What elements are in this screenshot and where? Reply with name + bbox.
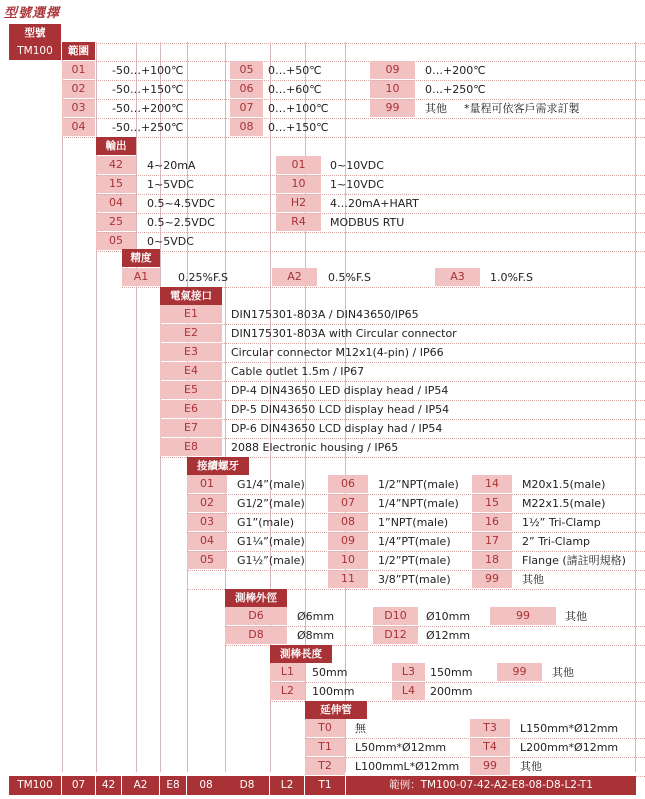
- example-code: D8: [225, 776, 269, 795]
- option-value: DP-6 DIN43650 LCD display had / IP54: [231, 422, 443, 435]
- option-value: 0.5~4.5VDC: [147, 197, 215, 210]
- option-value: 0…+50℃: [268, 64, 322, 77]
- row-divider: [62, 99, 645, 100]
- option-value: L150mm*Ø12mm: [520, 722, 619, 735]
- option-code: L4: [392, 682, 425, 700]
- option-code: T1: [305, 738, 345, 756]
- option-code: 06: [328, 475, 368, 493]
- row-divider: [187, 513, 645, 514]
- option-code: 07: [230, 99, 263, 117]
- option-code: 16: [472, 513, 512, 531]
- row-divider: [270, 682, 645, 683]
- option-value: -50…+250℃: [112, 121, 184, 134]
- option-value: L50mm*Ø12mm: [355, 741, 447, 754]
- option-value: -50…+200℃: [112, 102, 184, 115]
- option-code: 03: [62, 99, 95, 117]
- example-code: 42: [96, 776, 121, 795]
- option-code: A2: [272, 268, 317, 286]
- option-value: 1/2”NPT(male): [378, 478, 459, 491]
- column-divider: [136, 42, 137, 772]
- option-value: 2” Tri-Clamp: [522, 535, 591, 548]
- option-value: 0…+250℃: [425, 83, 486, 96]
- row-divider: [187, 532, 645, 533]
- option-code: E1: [160, 305, 222, 323]
- option-value: DIN175301-803A / DIN43650/IP65: [231, 308, 419, 321]
- option-value: 其他: [552, 666, 574, 679]
- option-code: A3: [435, 268, 480, 286]
- option-value: 0.25%F.S: [178, 271, 228, 284]
- length-header: 測棒長度: [270, 645, 332, 663]
- option-code: 02: [62, 80, 95, 98]
- option-value: G1½”(male): [237, 554, 305, 567]
- option-code: 06: [230, 80, 263, 98]
- option-code: T4: [470, 738, 510, 756]
- option-code: H2: [276, 194, 321, 212]
- option-value: Ø8mm: [297, 629, 335, 642]
- option-code: 99: [370, 99, 415, 117]
- option-code: 09: [328, 532, 368, 550]
- row-divider: [62, 80, 645, 81]
- example-code: L2: [270, 776, 304, 795]
- option-value: Cable outlet 1.5m / IP67: [231, 365, 365, 378]
- option-code: D10: [373, 607, 418, 625]
- option-code: T3: [470, 719, 510, 737]
- row-divider: [62, 118, 645, 119]
- option-value: G1¼”(male): [237, 535, 305, 548]
- page-title: 型號選擇: [4, 6, 61, 21]
- option-value: Ø6mm: [297, 610, 335, 623]
- option-value: 0.5~2.5VDC: [147, 216, 215, 229]
- option-value: -50…+100℃: [112, 64, 184, 77]
- option-value: DP-4 DIN43650 LED display head / IP54: [231, 384, 449, 397]
- option-value: M22x1.5(male): [522, 497, 606, 510]
- column-divider: [225, 42, 226, 772]
- row-divider: [96, 213, 645, 214]
- option-value: 2088 Electronic housing / IP65: [231, 441, 399, 454]
- option-code: 11: [328, 570, 368, 588]
- option-value: 其他: [425, 102, 447, 115]
- row-divider: [305, 757, 645, 758]
- option-code: E2: [160, 324, 222, 342]
- option-value: 1~5VDC: [147, 178, 194, 191]
- option-value: 1/4”PT(male): [378, 535, 451, 548]
- accuracy-header: 精度: [122, 249, 160, 267]
- option-value: 100mm: [312, 685, 355, 698]
- option-code: 10: [276, 175, 321, 193]
- option-code: 03: [187, 513, 227, 531]
- option-code: 42: [96, 156, 136, 174]
- output-header: 輸出: [96, 137, 136, 155]
- example-label: 範例：TM100-07-42-A2-E8-08-D8-L2-T1: [346, 776, 636, 795]
- option-value: 1~10VDC: [330, 178, 384, 191]
- option-code: D8: [225, 626, 287, 644]
- option-code: A1: [122, 268, 160, 286]
- option-code: L2: [270, 682, 305, 700]
- option-value: M20x1.5(male): [522, 478, 606, 491]
- option-code: 01: [276, 156, 321, 174]
- option-code: 08: [230, 118, 263, 136]
- option-code: L3: [392, 663, 425, 681]
- row-divider: [187, 551, 645, 552]
- option-code: 17: [472, 532, 512, 550]
- row-divider: [305, 738, 645, 739]
- option-code: 18: [472, 551, 512, 569]
- range-header: 範圍: [62, 42, 95, 60]
- column-divider: [635, 42, 636, 772]
- row-divider: [225, 626, 645, 627]
- option-value: L100mmL*Ø12mm: [355, 760, 460, 773]
- option-code: 25: [96, 213, 136, 231]
- option-value: 無: [355, 722, 366, 735]
- example-code: TM100: [9, 776, 61, 795]
- option-value: 1½” Tri-Clamp: [522, 516, 601, 529]
- option-value: 1.0%F.S: [490, 271, 533, 284]
- option-code: 05: [230, 61, 263, 79]
- option-value: 其他: [522, 573, 544, 586]
- option-value: 1”NPT(male): [378, 516, 449, 529]
- option-code: 05: [96, 232, 136, 250]
- option-value: Flange (請註明規格): [522, 554, 626, 567]
- model-code: TM100: [9, 42, 61, 60]
- option-value: MODBUS RTU: [330, 216, 405, 229]
- thread-header: 接續螺牙: [187, 457, 249, 475]
- option-value: 0…+150℃: [268, 121, 329, 134]
- option-value: 0~10VDC: [330, 159, 384, 172]
- option-value: -50…+150℃: [112, 83, 184, 96]
- option-code: L1: [270, 663, 305, 681]
- option-code: 15: [96, 175, 136, 193]
- option-code: 07: [328, 494, 368, 512]
- example-code: T1: [305, 776, 345, 795]
- row-divider: [96, 175, 645, 176]
- option-code: E6: [160, 400, 222, 418]
- row-divider: [9, 43, 645, 44]
- option-value: DIN175301-803A with Circular connector: [231, 327, 457, 340]
- row-divider: [96, 232, 645, 233]
- option-value: *量程可依客戶需求訂製: [464, 102, 580, 115]
- option-value: 4~20mA: [147, 159, 196, 172]
- option-code: E3: [160, 343, 222, 361]
- diameter-header: 測棒外徑: [225, 589, 287, 607]
- option-code: 04: [62, 118, 95, 136]
- example-code: 08: [187, 776, 225, 795]
- option-value: 其他: [520, 760, 542, 773]
- option-value: 0…+60℃: [268, 83, 322, 96]
- option-value: DP-5 DIN43650 LCD display head / IP54: [231, 403, 450, 416]
- option-value: Circular connector M12x1(4-pin) / IP66: [231, 346, 444, 359]
- option-code: 99: [472, 570, 512, 588]
- option-code: 09: [370, 61, 415, 79]
- connector-header: 電氣接口: [160, 287, 222, 305]
- option-code: 10: [370, 80, 415, 98]
- option-value: 4…20mA+HART: [330, 197, 419, 210]
- option-value: G1”(male): [237, 516, 295, 529]
- option-value: 200mm: [430, 685, 473, 698]
- row-divider: [187, 570, 645, 571]
- option-value: 0…+200℃: [425, 64, 486, 77]
- option-code: 08: [328, 513, 368, 531]
- option-code: 04: [96, 194, 136, 212]
- option-value: G1/2”(male): [237, 497, 305, 510]
- option-value: L200mm*Ø12mm: [520, 741, 619, 754]
- option-value: 0~5VDC: [147, 235, 194, 248]
- option-value: Ø10mm: [426, 610, 471, 623]
- option-value: 1/2”PT(male): [378, 554, 451, 567]
- example-code: 07: [62, 776, 95, 795]
- row-divider: [187, 494, 645, 495]
- option-code: 99: [490, 607, 556, 625]
- option-value: 1/4”NPT(male): [378, 497, 459, 510]
- option-code: 02: [187, 494, 227, 512]
- option-code: 99: [470, 757, 510, 775]
- option-code: T2: [305, 757, 345, 775]
- option-value: 3/8”PT(male): [378, 573, 451, 586]
- option-code: 15: [472, 494, 512, 512]
- row-divider: [96, 251, 645, 252]
- option-value: 0.5%F.S: [328, 271, 371, 284]
- option-code: 04: [187, 532, 227, 550]
- option-code: E8: [160, 438, 222, 456]
- option-code: D12: [373, 626, 418, 644]
- option-value: 150mm: [430, 666, 473, 679]
- example-code: E8: [160, 776, 186, 795]
- row-divider: [62, 137, 645, 138]
- option-code: E4: [160, 362, 222, 380]
- row-divider: [96, 194, 645, 195]
- column-divider: [62, 42, 63, 772]
- option-value: 50mm: [312, 666, 348, 679]
- extension-header: 延伸管: [305, 701, 367, 719]
- option-code: 14: [472, 475, 512, 493]
- option-value: 其他: [565, 610, 587, 623]
- model-label-header: 型號: [9, 24, 61, 42]
- option-code: 10: [328, 551, 368, 569]
- option-value: G1/4”(male): [237, 478, 305, 491]
- option-code: 01: [187, 475, 227, 493]
- example-code: A2: [122, 776, 159, 795]
- option-code: 99: [497, 663, 542, 681]
- option-code: E5: [160, 381, 222, 399]
- option-code: D6: [225, 607, 287, 625]
- option-code: E7: [160, 419, 222, 437]
- option-code: 05: [187, 551, 227, 569]
- option-code: T0: [305, 719, 345, 737]
- option-code: R4: [276, 213, 321, 231]
- option-code: 01: [62, 61, 95, 79]
- option-value: 0…+100℃: [268, 102, 329, 115]
- option-value: Ø12mm: [426, 629, 471, 642]
